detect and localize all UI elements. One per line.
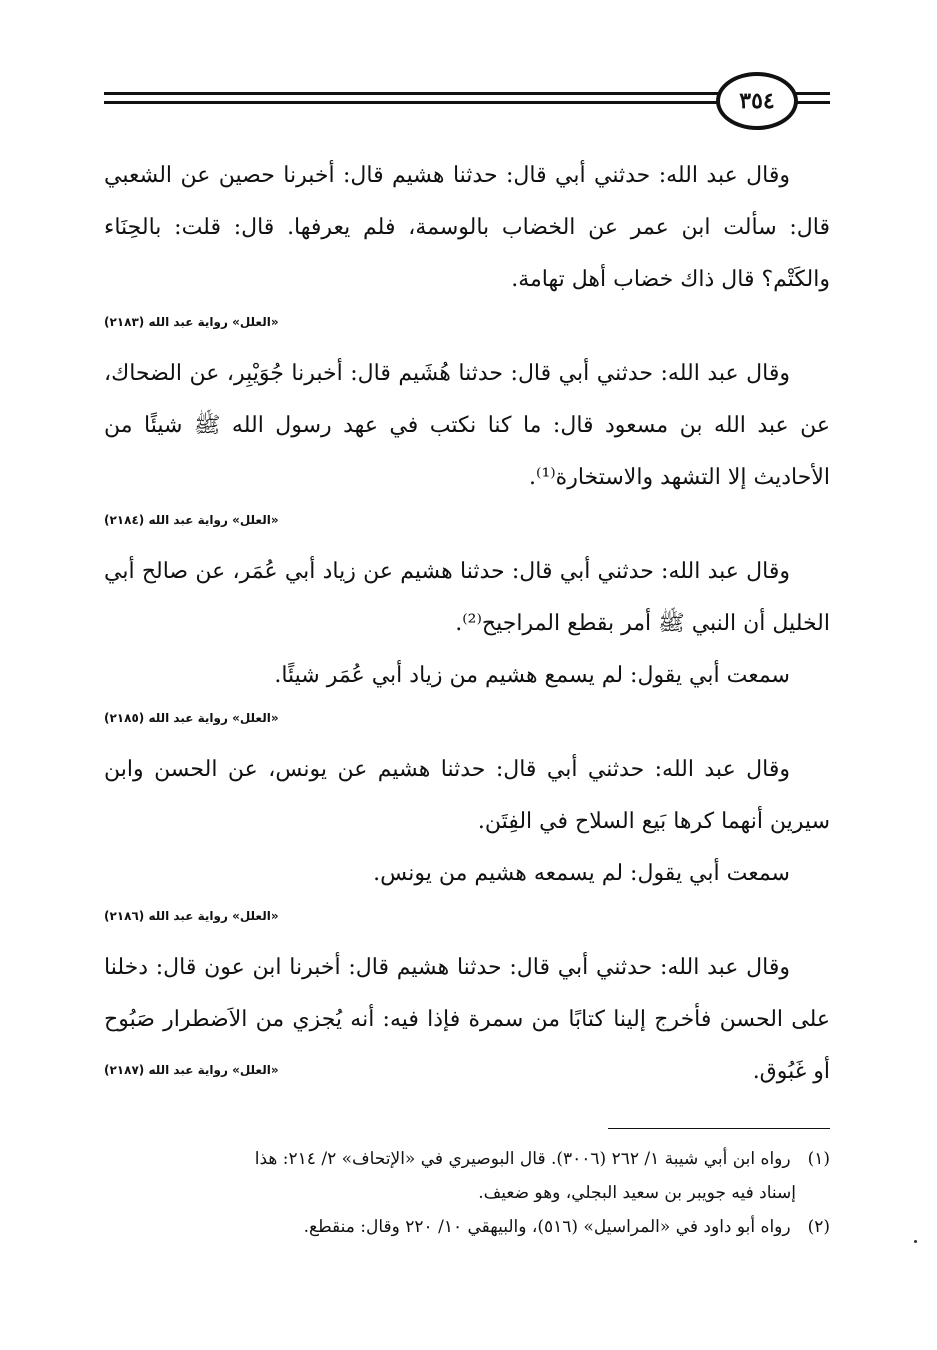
entry-text: وقال عبد الله: حدثني أبي قال: حدثنا هشيم عن زياد أبي عُمَر، عن صالح أبي الخليل أن النبي ﷺ أمر بقطع المراجيح⁽²⁾. [104, 559, 830, 636]
entry-source: «العلل» رواية عبد الله (٢١٨٤) [104, 513, 279, 527]
footnote-divider [608, 1128, 830, 1129]
footnote-1 [104, 1142, 830, 1176]
footnote-2 [104, 1210, 830, 1244]
entry-text: وقال عبد الله: حدثني أبي قال: حدثنا هُشَيم قال: أخبرنا جُوَيْبِر، عن الضحاك، عن عبد الله بن مسعود قال: ما كنا نكتب في عهد رسول الله ﷺ شيئًا من الأحاديث إلا التشهد والاستخارة⁽¹⁾. [104, 361, 830, 490]
header-rule-top [104, 92, 720, 95]
entry-source: «العلل» رواية عبد الله (٢١٨٧) [104, 1063, 279, 1077]
page-header [104, 72, 830, 130]
entry-text: وقال عبد الله: حدثني أبي قال: حدثنا هشيم قال: أخبرنا حصين عن الشعبي قال: سألت ابن عمر عن الخضاب بالوسمة، فلم يعرفها. قال: قلت: بالحِنَاء والكَتْم؟ قال ذاك خضاب أهل تهامة. [104, 163, 830, 292]
entry-source: «العلل» رواية عبد الله (٢١٨٥) [104, 711, 279, 725]
entry-source: «العلل» رواية عبد الله (٢١٨٣) [104, 315, 279, 329]
footnote-number: (٢) [807, 1217, 830, 1237]
entry-text: وقال عبد الله: حدثني أبي قال: حدثنا هشيم عن يونس، عن الحسن وابن سيرين أنهما كرها بَيع السلاح في الفِتَن. [104, 757, 830, 834]
header-rule-right-top [792, 92, 830, 95]
footnote-number: (١) [807, 1149, 830, 1169]
footnote-text: رواه أبو داود في «المراسيل» (٥١٦)، والبيهقي ١٠/ ٢٢٠ وقال: منقطع. [303, 1217, 791, 1237]
page-number: ٣٥٤ [716, 72, 798, 130]
footnote-text: رواه ابن أبي شيبة ١/ ٢٦٢ (٣٠٠٦). قال البوصيري في «الإتحاف» ٢/ ٢١٤: هذا [254, 1149, 791, 1169]
footnote-1-continuation: إسناد فيه جويبر بن سعيد البجلي، وهو ضعيف. [478, 1183, 796, 1203]
entry-source: «العلل» رواية عبد الله (٢١٨٦) [104, 909, 279, 923]
margin-dot [914, 1240, 917, 1243]
entry-comment: سمعت أبي يقول: لم يسمع هشيم من زياد أبي عُمَر شيئًا. [274, 663, 790, 688]
entry-text: وقال عبد الله: حدثني أبي قال: حدثنا هشيم قال: أخبرنا ابن عون قال: دخلنا على الحسن فأخرج إلينا كتابًا من سمرة فإذا فيه: أنه يُجزي من الاَضطرار صَبُوح أو غَبُوق. [104, 955, 830, 1084]
header-rule-bottom [104, 101, 720, 104]
main-text [104, 150, 830, 1096]
footnotes [104, 1142, 830, 1244]
entry-comment: سمعت أبي يقول: لم يسمعه هشيم من يونس. [373, 861, 790, 886]
